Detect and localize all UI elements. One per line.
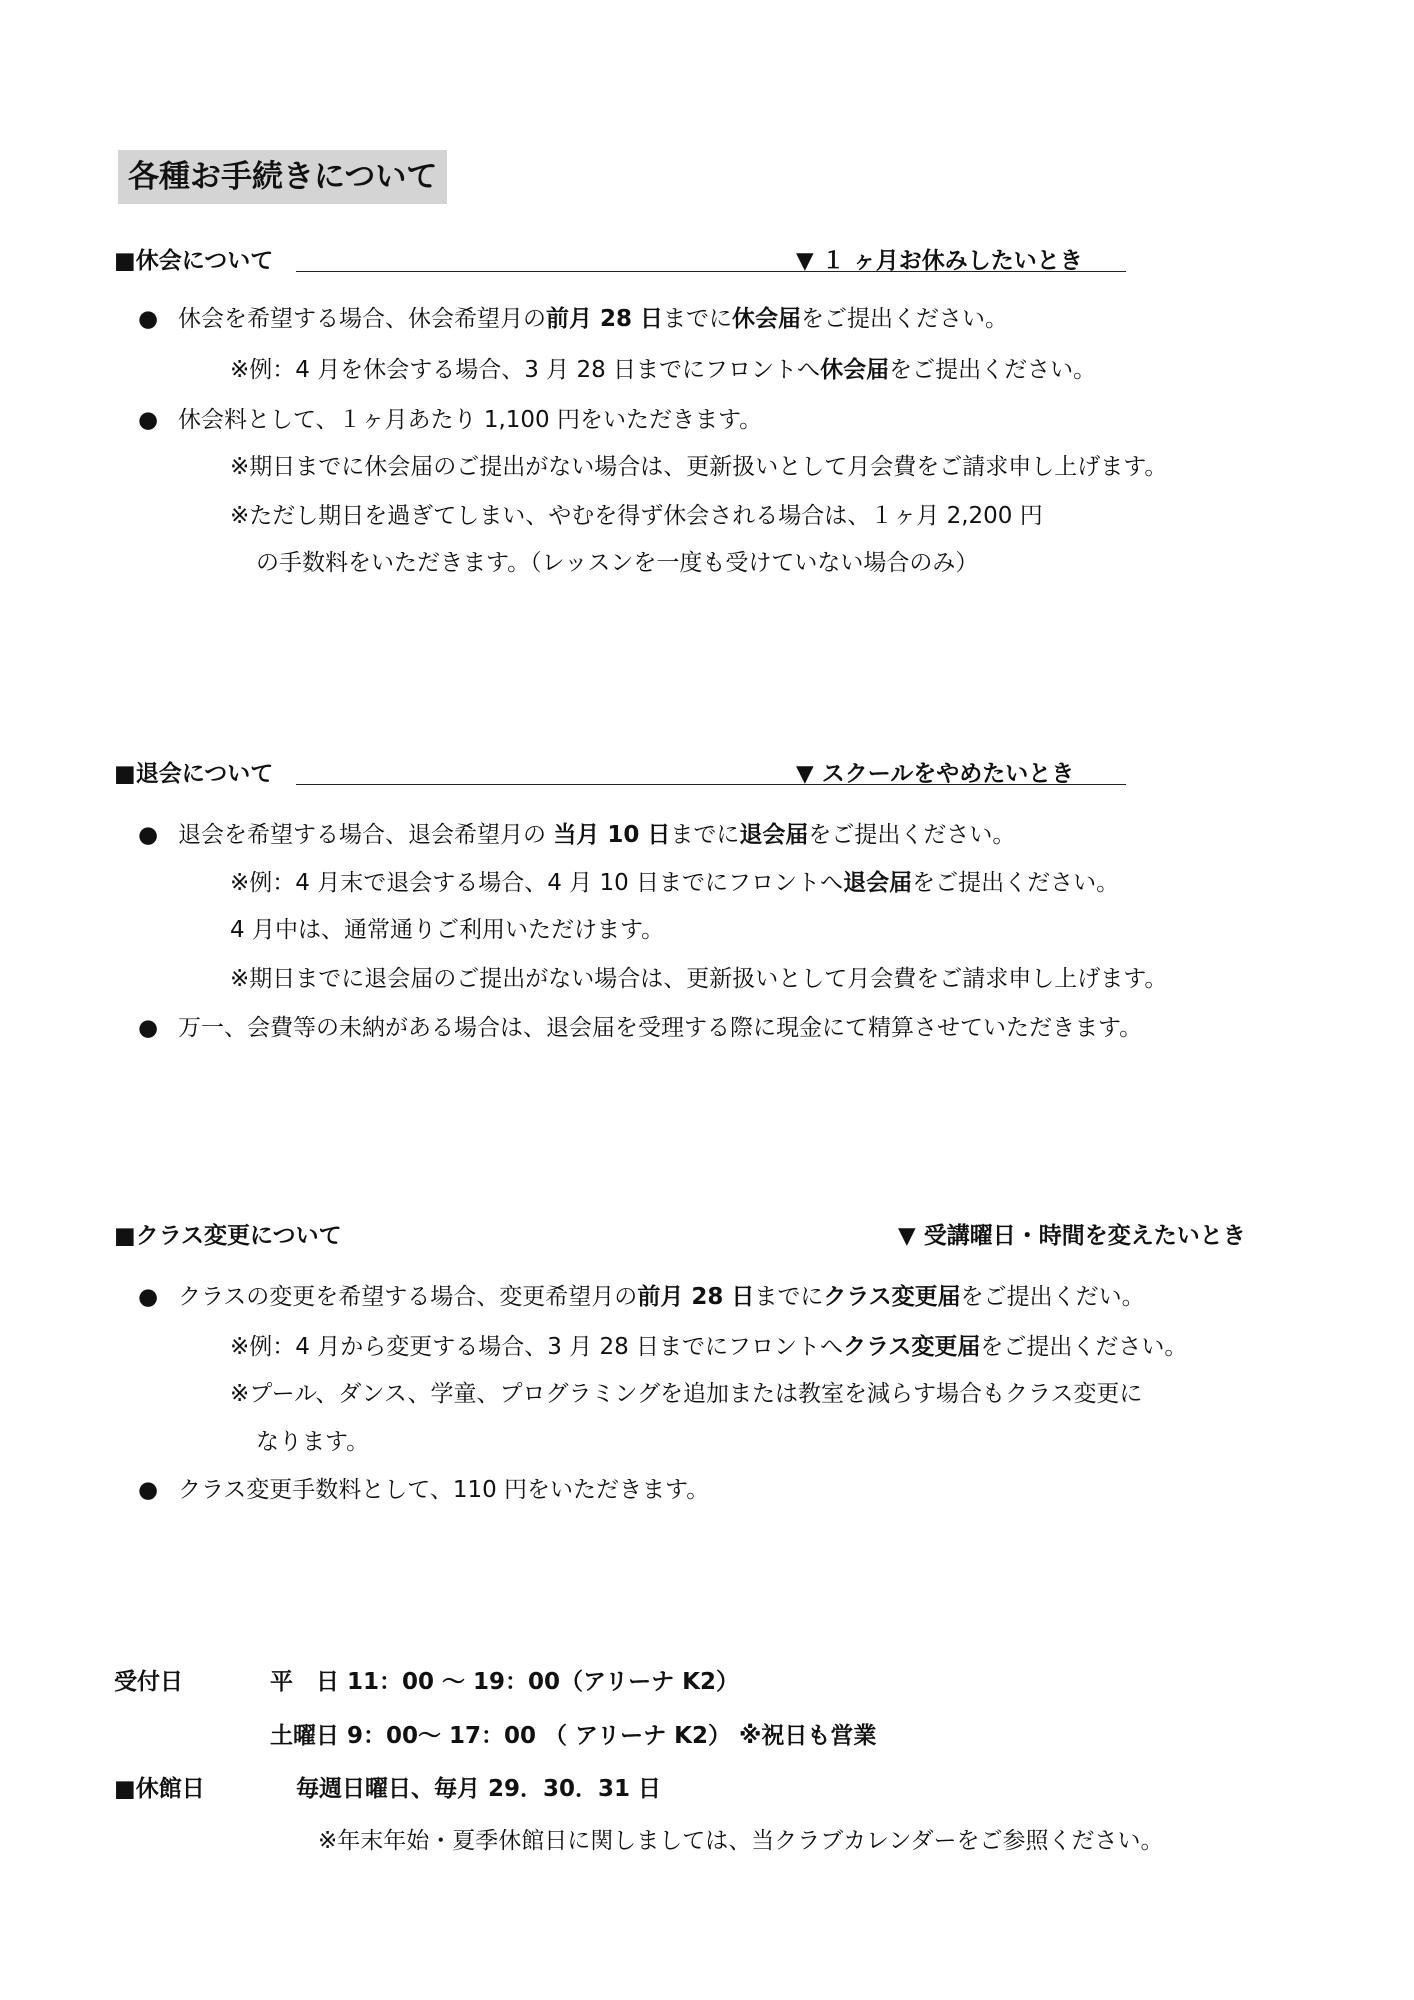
reception-label: 受付日 <box>114 1669 183 1695</box>
class-line-3: ※プール、ダンス、学童、プログラミングを追加または教室を減らす場合もクラス変更に <box>230 1381 1143 1407</box>
taikai-line-5: 万一、会費等の未納がある場合は、退会届を受理する際に現金にて精算させていただきます。 <box>178 1015 1143 1041</box>
section-tagline-taikai: ▼ スクールをやめたいとき <box>796 761 1075 787</box>
bullet: ● <box>138 407 159 433</box>
bullet: ● <box>138 1015 159 1041</box>
class-line-4: なります。 <box>256 1429 370 1455</box>
section-heading-class: ■クラス変更について <box>114 1223 342 1249</box>
class-line-5: クラス変更手数料として、110 円をいただきます。 <box>178 1477 710 1503</box>
taikai-line-3: 4 月中は、通常通りご利用いただけます。 <box>230 917 665 943</box>
weekday-hours: 平 日 11：00 〜 19：00（アリーナ K2） <box>270 1669 739 1695</box>
kyukai-line-2: ※例：4 月を休会する場合、3 月 28 日までにフロントへ休会届をご提出ください。 <box>230 357 1097 383</box>
saturday-hours: 土曜日 9：00〜 17：00 （ アリーナ K2） ※祝日も営業 <box>270 1723 877 1749</box>
class-line-1: クラスの変更を希望する場合、変更希望月の前月 28 日までにクラス変更届をご提出くだい。 <box>178 1284 1145 1310</box>
closed-label: ■休館日 <box>114 1776 205 1802</box>
section-heading-taikai: ■退会について <box>114 761 274 787</box>
bullet: ● <box>138 822 159 848</box>
taikai-line-4: ※期日までに退会届のご提出がない場合は、更新扱いとして月会費をご請求申し上げます。 <box>230 966 1168 992</box>
kyukai-line-1: 休会を希望する場合、休会希望月の前月 28 日までに休会届をご提出ください。 <box>178 306 1009 332</box>
bullet: ● <box>138 306 159 332</box>
closed-days: 毎週日曜日、毎月 29．30．31 日 <box>296 1776 662 1802</box>
taikai-line-2: ※例：4 月末で退会する場合、4 月 10 日までにフロントへ退会届をご提出ください。 <box>230 870 1120 896</box>
kyukai-line-6: の手数料をいただきます。（レッスンを一度も受けていない場合のみ） <box>256 550 979 576</box>
page-title: 各種お手続きについて <box>118 150 447 204</box>
bullet: ● <box>138 1477 159 1503</box>
bullet: ● <box>138 1284 159 1310</box>
section-heading-kyukai: ■休会について <box>114 248 274 274</box>
calendar-note: ※年末年始・夏季休館日に関しましては、当クラブカレンダーをご参照ください。 <box>318 1828 1164 1854</box>
kyukai-line-5: ※ただし期日を過ぎてしまい、やむを得ず休会される場合は、１ヶ月 2,200 円 <box>230 503 1043 529</box>
kyukai-line-3: 休会料として、１ヶ月あたり 1,100 円をいただきます。 <box>178 407 763 433</box>
section-tagline-kyukai: ▼ １ ヶ月お休みしたいとき <box>796 248 1083 274</box>
kyukai-line-4: ※期日までに休会届のご提出がない場合は、更新扱いとして月会費をご請求申し上げます。 <box>230 454 1168 480</box>
class-line-2: ※例：4 月から変更する場合、3 月 28 日までにフロントへクラス変更届をご提出ください。 <box>230 1334 1188 1360</box>
taikai-line-1: 退会を希望する場合、退会希望月の 当月 10 日までに退会届をご提出ください。 <box>178 822 1016 848</box>
section-tagline-class: ▼ 受講曜日・時間を変えたいとき <box>898 1223 1246 1249</box>
